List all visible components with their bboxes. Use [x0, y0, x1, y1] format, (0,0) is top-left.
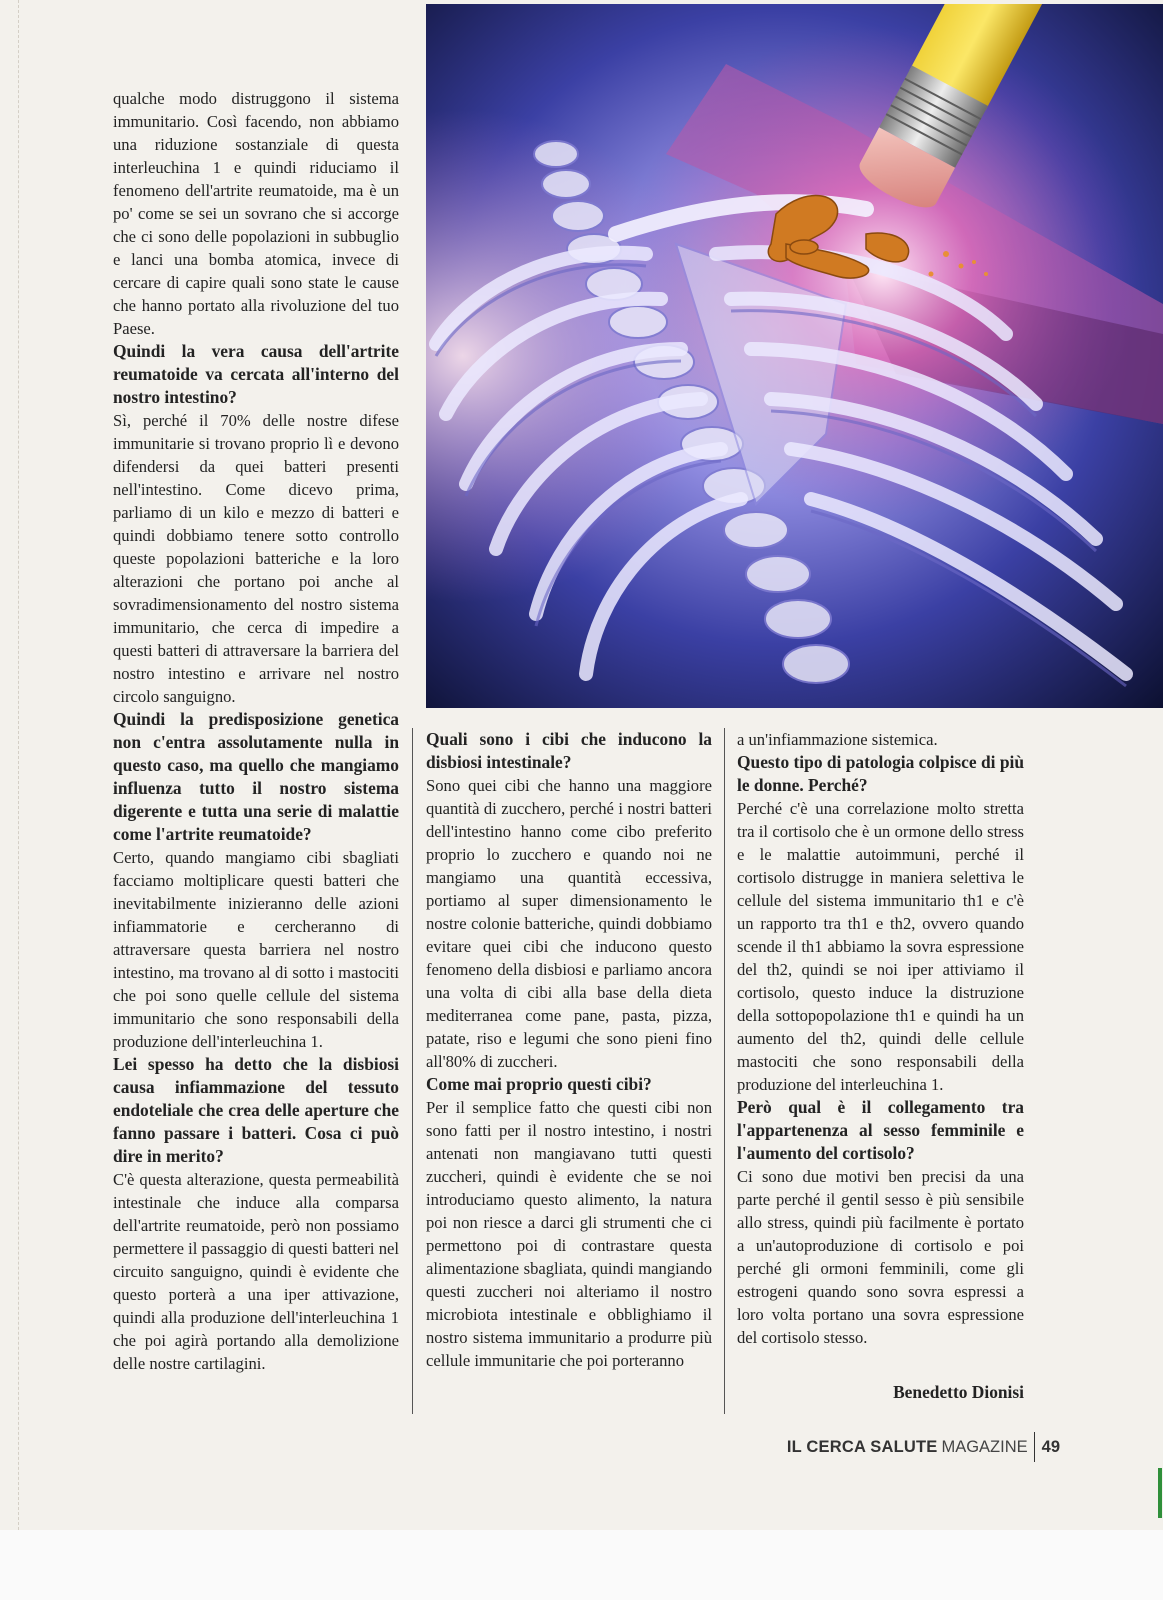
magazine-label: MAGAZINE — [941, 1437, 1028, 1456]
question-heading: Però qual è il collegamento tra l'appartenenza al sesso femminile e l'aumento del cortisolo? — [737, 1097, 1024, 1163]
answer-paragraph: Perché c'è una correlazione molto stretta tra il cortisolo che è un ormone dello stress e le malattie autoimmuni, perché il cortisolo distrugge in maniera selettiva le cellule del sistema immunitario th1 e c'è un rapporto tra th1 e th2, ovvero quando scende il th1 abbiamo la sovra espressione del th2, quindi se noi iper attiviamo il cortisolo, questo induce la distruzione della sottopopolazione th1 e quindi ha un aumento del th2, quindi delle cellule mastociti che sono responsabili della produzione del interleuchina 1. — [737, 799, 1024, 1094]
skeleton-ribcage-pencil-illustration — [426, 4, 1163, 708]
page-footer — [760, 1430, 1060, 1464]
column-divider — [412, 728, 413, 1414]
article-column-3 — [737, 728, 1024, 1349]
question-heading: Quindi la predisposizione genetica non c'entra assolutamente nulla in questo caso, ma quello che mangiamo influenza tutto il nostro sistema digerente e tutta una serie di malattie come l'artrite reumatoide? — [113, 709, 399, 844]
footer-divider — [1034, 1432, 1035, 1462]
question-heading: Come mai proprio questi cibi? — [426, 1074, 652, 1094]
scan-edge-mark — [1158, 1468, 1162, 1518]
author-signature: Benedetto Dionisi — [893, 1382, 1024, 1402]
page-edge-margin — [18, 0, 20, 1530]
answer-paragraph: Sono quei cibi che hanno una maggiore quantità di zucchero, perché i nostri batteri dell'intestino hanno come cibo preferito proprio lo zucchero e quando noi ne mangiamo una quantità eccessiva, portiamo al super dimensionamento le nostre colonie batteriche, quindi dobbiamo evitare quei cibi che inducono questo fenomeno della disbiosi e parliamo ancora una volta di cibi alla base della dieta mediterranea come pane, pasta, pizza, patate, riso e legumi che sono pieni fino all'80% di zuccheri. — [426, 776, 712, 1071]
column-divider — [724, 728, 725, 1414]
answer-paragraph: Per il semplice fatto che questi cibi non sono fatti per il nostro intestino, i nostri antenati non mangiavano tutti questi zuccheri, quindi è evidente che se noi introduciamo questo alimento, la natura poi non riesce a darci gli strumenti che ci permettono poi di contrastare questa alimentazione sbagliata, quindi mangiando questi zuccheri noi alteriamo il nostro microbiota intestinale e obblighiamo il nostro sistema immunitario a produrre più cellule immunitarie che poi porteranno — [426, 1098, 712, 1370]
article-column-1 — [113, 87, 399, 1375]
question-heading: Questo tipo di patologia colpisce di più le donne. Perché? — [737, 752, 1024, 795]
answer-paragraph: Sì, perché il 70% delle nostre difese immunitarie si trovano proprio lì e devono difendersi da quei batteri presenti nell'intestino. Come dicevo prima, parliamo di un kilo e mezzo di batteri e quindi dobbiamo tenere sotto controllo queste popolazioni batteriche e la loro alterazioni che portano poi anche al sovradimensionamento del nostro sistema immunitario, che cerca di impedire a questi batteri di attraversare la barriera del nostro intestino e arrivare nel nostro circolo sanguigno. — [113, 411, 399, 706]
page-number: 49 — [1041, 1437, 1060, 1456]
question-heading: Lei spesso ha detto che la disbiosi causa infiammazione del tessuto endoteliale che crea delle aperture che fanno passare i batteri. Cosa ci può dire in merito? — [113, 1054, 399, 1166]
question-heading: Quali sono i cibi che inducono la disbiosi intestinale? — [426, 729, 712, 772]
answer-paragraph: Ci sono due motivi ben precisi da una parte perché il gentil sesso è più sensibile allo stress, quindi più facilmente è portato a un'autoproduzione di cortisolo e poi perché gli ormoni femminili, come gli estrogeni quando sono sovra espressi a loro volta portano una sovra espressione del cortisolo stesso. — [737, 1167, 1024, 1347]
answer-paragraph: qualche modo distruggono il sistema immunitario. Così facendo, non abbiamo una riduzione sostanziale di questa interleuchina 1 e quindi riduciamo il fenomeno dell'artrite reumatoide, ma è un po' come se sei un sovrano che si accorge che ci sono delle popolazioni in subbuglio e lanci una bomba atomica, invece di cercare di capire quali sono state le cause che hanno portato alla rivoluzione del tuo Paese. — [113, 89, 399, 338]
question-heading: Quindi la vera causa dell'artrite reumatoide va cercata all'interno del nostro intestino? — [113, 341, 399, 407]
answer-paragraph: Certo, quando mangiamo cibi sbagliati facciamo moltiplicare questi batteri che inevitabilmente inizieranno delle azioni infiammatorie e cercheranno di attraversare questa barriera nel nostro intestino, ma trovano al di sotto i mastociti che poi sono quelle cellule del sistema immunitario che sono responsabili della produzione dell'interleuchina 1. — [113, 848, 399, 1051]
answer-paragraph: a un'infiammazione sistemica. — [737, 730, 938, 749]
magazine-name: IL CERCA SALUTE — [786, 1437, 938, 1456]
article-illustration — [426, 4, 1163, 708]
answer-paragraph: C'è questa alterazione, questa permeabilità intestinale che induce alla comparsa dell'artrite reumatoide, però non possiamo permettere il passaggio di questi batteri nel circuito sanguigno, quindi è evidente che questo porterà a una iper attivazione, quindi alla produzione dell'interleuchina 1 che poi agirà portando alla demolizione delle nostre cartilagini. — [113, 1170, 399, 1373]
scan-margin — [0, 1530, 1163, 1600]
article-column-2 — [426, 728, 712, 1372]
